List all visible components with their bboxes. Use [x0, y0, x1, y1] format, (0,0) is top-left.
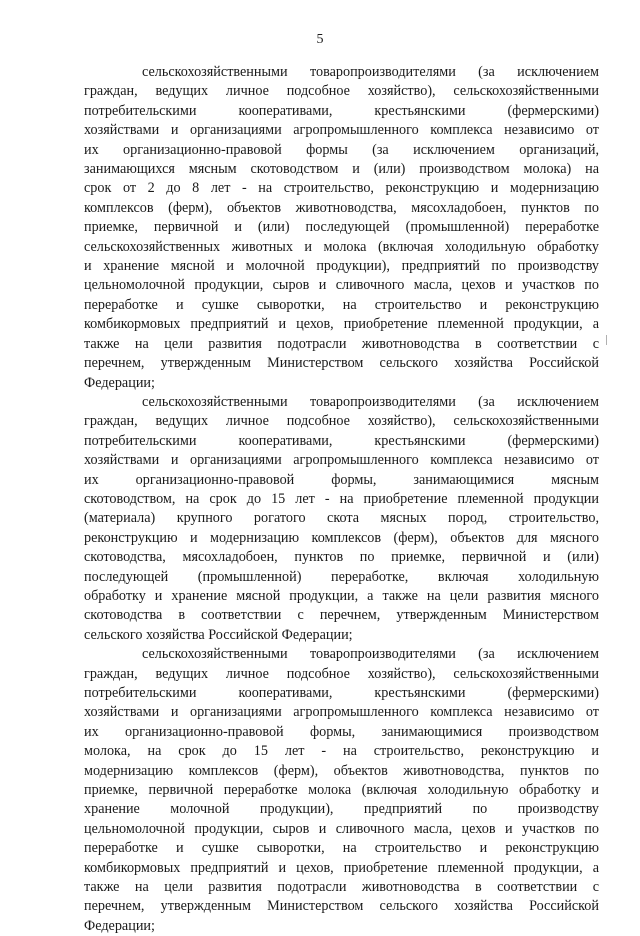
text-line: модернизацию комплексов (ферм), объектов животноводства, пунктов по [84, 762, 599, 779]
text-line: переработке и сушке сыворотки, на строительство и реконструкцию [84, 840, 599, 857]
text-line: и хранение мясной и молочной продукции), предприятий по производству [84, 258, 599, 275]
margin-mark [606, 335, 607, 345]
page-number: 5 [316, 32, 324, 47]
text-line: комбикормовых предприятий и цехов, приобретение племенной продукции, а [84, 859, 599, 876]
text-line: потребительскими кооперативами, крестьянскими (фермерскими) [84, 432, 599, 449]
text-line: хозяйствами и организациями агропромышленного комплекса независимо от [84, 704, 599, 721]
paragraph-1 [84, 63, 599, 393]
text-line: комплексов (ферм), объектов животноводства, мясохладобоен, пунктов по [84, 199, 599, 216]
text-line: хранение молочной продукции), предприятий по производству [84, 801, 599, 818]
text-line: цельномолочной продукции, сыров и сливочного масла, цехов и участков по [84, 820, 599, 837]
text-line: их организационно-правовой формы (за исключением организаций, [84, 141, 599, 158]
text-line: приемке, первичной и (или) последующей (промышленной) переработке [84, 219, 599, 236]
paragraph-2 [84, 393, 599, 645]
text-line: сельскохозяйственными товаропроизводителями (за исключением [142, 64, 599, 80]
text-line: цельномолочной продукции, сыров и сливочного масла, цехов и участков по [84, 277, 599, 294]
text-line: скотоводством, на срок до 15 лет - на приобретение племенной продукции [84, 490, 599, 507]
text-line: комбикормовых предприятий и цехов, приобретение племенной продукции, а [84, 316, 599, 333]
text-line: сельскохозяйственными товаропроизводителями (за исключением [142, 646, 599, 663]
document-body [84, 63, 599, 936]
text-line: скотоводства, мясохладобоен, пунктов по приемке, первичной и (или) [84, 549, 599, 566]
text-line: хозяйствами и организациями агропромышленного комплекса независимо от [84, 122, 599, 139]
text-line: приемке, первичной переработке молока (включая холодильную обработку и [84, 782, 599, 799]
text-line: переработке и сушке сыворотки, на строительство и реконструкцию [84, 296, 599, 313]
text-line: Федерации; [84, 374, 155, 391]
text-line: скотоводства в соответствии с перечнем, утвержденным Министерством [84, 607, 599, 624]
text-line: сельского хозяйства Российской Федерации; [84, 626, 353, 643]
text-line: потребительскими кооперативами, крестьянскими (фермерскими) [84, 102, 599, 119]
text-line: хозяйствами и организациями агропромышленного комплекса независимо от [84, 452, 599, 469]
text-line: молока, на срок до 15 лет - на строительство, реконструкцию и [84, 743, 599, 760]
text-line: реконструкцию и модернизацию комплексов (ферм), объектов для мясного [84, 529, 599, 546]
text-line: (материала) крупного рогатого скота мясных пород, строительство, [84, 510, 599, 527]
paragraph-3 [84, 645, 599, 936]
text-line: сельскохозяйственных животных и молока (включая холодильную обработку [84, 238, 599, 255]
text-line: граждан, ведущих личное подсобное хозяйство), сельскохозяйственными [84, 83, 599, 100]
text-line: также на цели развития подотрасли животноводства в соответствии с [84, 879, 599, 896]
text-line: перечнем, утвержденным Министерством сельского хозяйства Российской [84, 355, 599, 372]
text-line: срок от 2 до 8 лет - на строительство, реконструкцию и модернизацию [84, 180, 599, 197]
text-line: потребительскими кооперативами, крестьянскими (фермерскими) [84, 685, 599, 701]
text-line: сельскохозяйственными товаропроизводителями (за исключением [142, 393, 599, 410]
text-line: последующей (промышленной) переработке, включая холодильную [84, 568, 599, 585]
text-line: обработку и хранение мясной продукции, а также на цели развития мясного [84, 587, 599, 604]
text-line: занимающихся мясным скотоводством и (или) производством молока) на [84, 161, 599, 178]
text-line: их организационно-правовой формы, занимающимися мясным [84, 471, 599, 488]
text-line: их организационно-правовой формы, занимающимися производством [84, 723, 599, 740]
text-line: граждан, ведущих личное подсобное хозяйство), сельскохозяйственными [84, 413, 599, 430]
text-line: Федерации; [84, 917, 155, 934]
text-line: перечнем, утвержденным Министерством сельского хозяйства Российской [84, 898, 599, 915]
text-line: также на цели развития подотрасли животноводства в соответствии с [84, 335, 599, 352]
text-line: граждан, ведущих личное подсобное хозяйство), сельскохозяйственными [84, 665, 599, 682]
